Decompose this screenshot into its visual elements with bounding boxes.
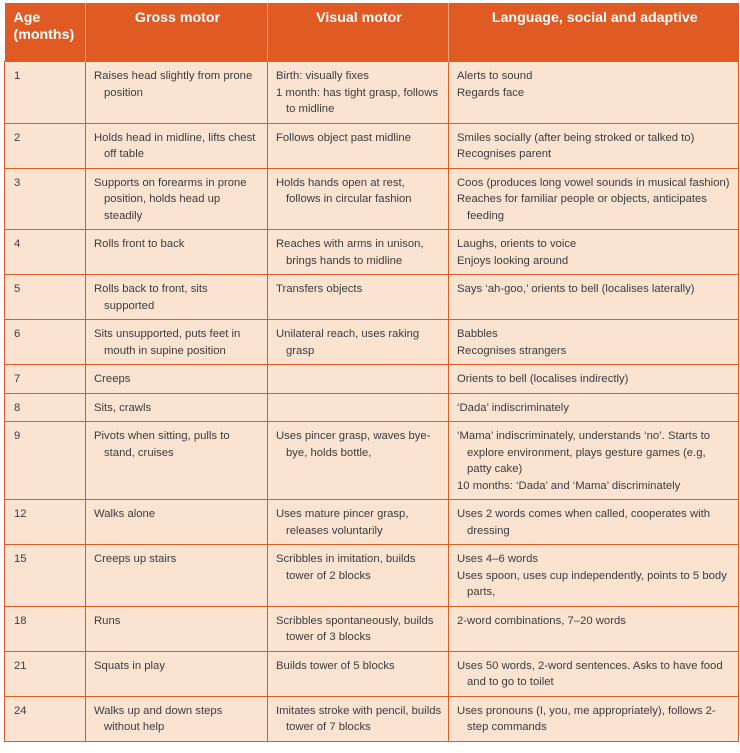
age-cell: 21	[5, 651, 86, 696]
visual-motor-cell	[268, 275, 449, 320]
language-social-adaptive-cell	[449, 230, 739, 275]
table-row	[5, 62, 739, 124]
cell-line: 1 month: has tight grasp, follows to midline	[276, 86, 439, 115]
cell-line: Babbles	[457, 328, 498, 340]
milestones-table	[4, 3, 739, 742]
header-language-social-adaptive: Language, social and adaptive	[449, 3, 739, 62]
visual-motor-cell	[268, 393, 449, 422]
visual-motor-cell	[268, 651, 449, 696]
cell-line: Sits unsupported, puts feet in mouth in supine position	[94, 328, 241, 357]
cell-line: Smiles socially (after being stroked or talked to)	[457, 131, 695, 144]
language-social-adaptive-cell	[449, 651, 739, 696]
table-header	[5, 3, 739, 62]
table-row	[5, 123, 739, 168]
visual-motor-cell	[268, 230, 449, 275]
cell-line: Regards face	[457, 86, 525, 99]
cell-line: Holds head in midline, lifts chest off table	[94, 131, 256, 160]
cell-line: Scribbles in imitation, builds tower of 2 blocks	[276, 553, 416, 582]
table-row	[5, 230, 739, 275]
gross-motor-cell	[86, 422, 268, 500]
cell-line: Creeps up stairs	[94, 553, 177, 565]
language-social-adaptive-cell	[449, 545, 739, 607]
age-cell: 6	[5, 320, 86, 365]
gross-motor-cell	[86, 393, 268, 422]
cell-line: Orients to bell (localises indirectly)	[457, 373, 629, 385]
language-social-adaptive-cell	[449, 696, 739, 741]
language-social-adaptive-cell	[449, 606, 739, 651]
table-row	[5, 365, 739, 394]
visual-motor-cell	[268, 422, 449, 500]
language-social-adaptive-cell	[449, 168, 739, 230]
table-row	[5, 651, 739, 696]
cell-line: 10 months: ‘Dada’ and ‘Mama’ discriminately	[457, 479, 681, 492]
table-row	[5, 168, 739, 230]
table-row	[5, 696, 739, 741]
cell-line: Uses pincer grasp, waves bye-bye, holds bottle,	[276, 430, 431, 459]
age-cell: 18	[5, 606, 86, 651]
cell-line: Runs	[94, 614, 121, 627]
age-cell: 5	[5, 275, 86, 320]
cell-line: Uses 2 words comes when called, cooperates with dressing	[457, 508, 711, 537]
table-row	[5, 422, 739, 500]
age-cell: 24	[5, 696, 86, 741]
cell-line: Rolls back to front, sits supported	[94, 283, 208, 312]
age-cell: 8	[5, 393, 86, 422]
language-social-adaptive-cell	[449, 422, 739, 500]
cell-line: Sits, crawls	[94, 401, 152, 414]
table-body	[5, 62, 739, 742]
gross-motor-cell	[86, 365, 268, 394]
header-age-line: (months)	[13, 27, 75, 43]
language-social-adaptive-cell	[449, 500, 739, 545]
cell-line: Imitates stroke with pencil, builds tower of 7 blocks	[276, 704, 442, 733]
table-row	[5, 500, 739, 545]
table-row	[5, 320, 739, 365]
cell-line: Builds tower of 5 blocks	[276, 659, 395, 672]
cell-line: 2-word combinations, 7–20 words	[457, 614, 626, 627]
language-social-adaptive-cell	[449, 123, 739, 168]
cell-line: Alerts to sound	[457, 70, 533, 82]
visual-motor-cell	[268, 365, 449, 394]
cell-line: ‘Mama’ indiscriminately, understands ‘no’. Starts to explore environment, plays gesture games (e.g, patty cake)	[457, 430, 711, 475]
table-row	[5, 545, 739, 607]
cell-line: Raises head slightly from prone position	[94, 70, 253, 99]
visual-motor-cell	[268, 123, 449, 168]
table-row	[5, 606, 739, 651]
language-social-adaptive-cell	[449, 62, 739, 124]
gross-motor-cell	[86, 123, 268, 168]
cell-line: Walks alone	[94, 508, 156, 520]
cell-line: Enjoys looking around	[457, 254, 569, 267]
language-social-adaptive-cell	[449, 275, 739, 320]
gross-motor-cell	[86, 275, 268, 320]
cell-line: Uses 50 words, 2-word sentences. Asks to have food and to go to toilet	[457, 659, 723, 688]
age-cell: 15	[5, 545, 86, 607]
age-cell: 7	[5, 365, 86, 394]
language-social-adaptive-cell	[449, 365, 739, 394]
cell-line: Birth: visually fixes	[276, 70, 369, 82]
visual-motor-cell	[268, 168, 449, 230]
header-gross-motor: Gross motor	[86, 3, 268, 62]
cell-line: Coos (produces long vowel sounds in musical fashion)	[457, 176, 730, 189]
gross-motor-cell	[86, 651, 268, 696]
gross-motor-cell	[86, 320, 268, 365]
visual-motor-cell	[268, 320, 449, 365]
cell-line: Says ‘ah-goo,’ orients to bell (localises laterally)	[457, 283, 695, 295]
cell-line: Laughs, orients to voice	[457, 238, 577, 250]
language-social-adaptive-cell	[449, 393, 739, 422]
table-row	[5, 393, 739, 422]
cell-line: Pivots when sitting, pulls to stand, cruises	[94, 430, 230, 459]
cell-line: Squats in play	[94, 659, 165, 672]
header-age	[5, 3, 86, 62]
gross-motor-cell	[86, 168, 268, 230]
cell-line: Rolls front to back	[94, 238, 185, 250]
cell-line: Recognises strangers	[457, 344, 567, 357]
cell-line: Scribbles spontaneously, builds tower of 3 blocks	[276, 614, 434, 643]
header-age-line: Age	[13, 10, 41, 26]
cell-line: Follows object past midline	[276, 131, 411, 144]
visual-motor-cell	[268, 545, 449, 607]
gross-motor-cell	[86, 230, 268, 275]
visual-motor-cell	[268, 696, 449, 741]
gross-motor-cell	[86, 696, 268, 741]
cell-line: Uses spoon, uses cup independently, points to 5 body parts,	[457, 569, 727, 598]
age-cell: 12	[5, 500, 86, 545]
age-cell: 4	[5, 230, 86, 275]
cell-line: Recognises parent	[457, 148, 552, 160]
cell-line: Uses 4–6 words	[457, 553, 538, 565]
cell-line: Reaches for familiar people or objects, anticipates feeding	[457, 193, 707, 222]
header-visual-motor: Visual motor	[268, 3, 449, 62]
cell-line: Transfers objects	[276, 283, 363, 295]
gross-motor-cell	[86, 62, 268, 124]
age-cell: 2	[5, 123, 86, 168]
table-row	[5, 275, 739, 320]
gross-motor-cell	[86, 606, 268, 651]
language-social-adaptive-cell	[449, 320, 739, 365]
cell-line: Uses mature pincer grasp, releases voluntarily	[276, 508, 409, 537]
visual-motor-cell	[268, 500, 449, 545]
gross-motor-cell	[86, 500, 268, 545]
cell-line: Uses pronouns (I, you, me appropriately), follows 2-step commands	[457, 704, 716, 733]
age-cell: 3	[5, 168, 86, 230]
cell-line: Reaches with arms in unison, brings hands to midline	[276, 238, 424, 267]
cell-line: Unilateral reach, uses raking grasp	[276, 328, 420, 357]
header-row	[5, 3, 739, 62]
cell-line: Supports on forearms in prone position, holds head up steadily	[94, 176, 247, 222]
cell-line: Holds hands open at rest, follows in circular fashion	[276, 176, 412, 205]
age-cell: 1	[5, 62, 86, 124]
visual-motor-cell	[268, 62, 449, 124]
cell-line: Creeps	[94, 373, 131, 385]
visual-motor-cell	[268, 606, 449, 651]
age-cell: 9	[5, 422, 86, 500]
gross-motor-cell	[86, 545, 268, 607]
cell-line: ‘Dada’ indiscriminately	[457, 401, 569, 414]
cell-line: Walks up and down steps without help	[94, 704, 223, 733]
